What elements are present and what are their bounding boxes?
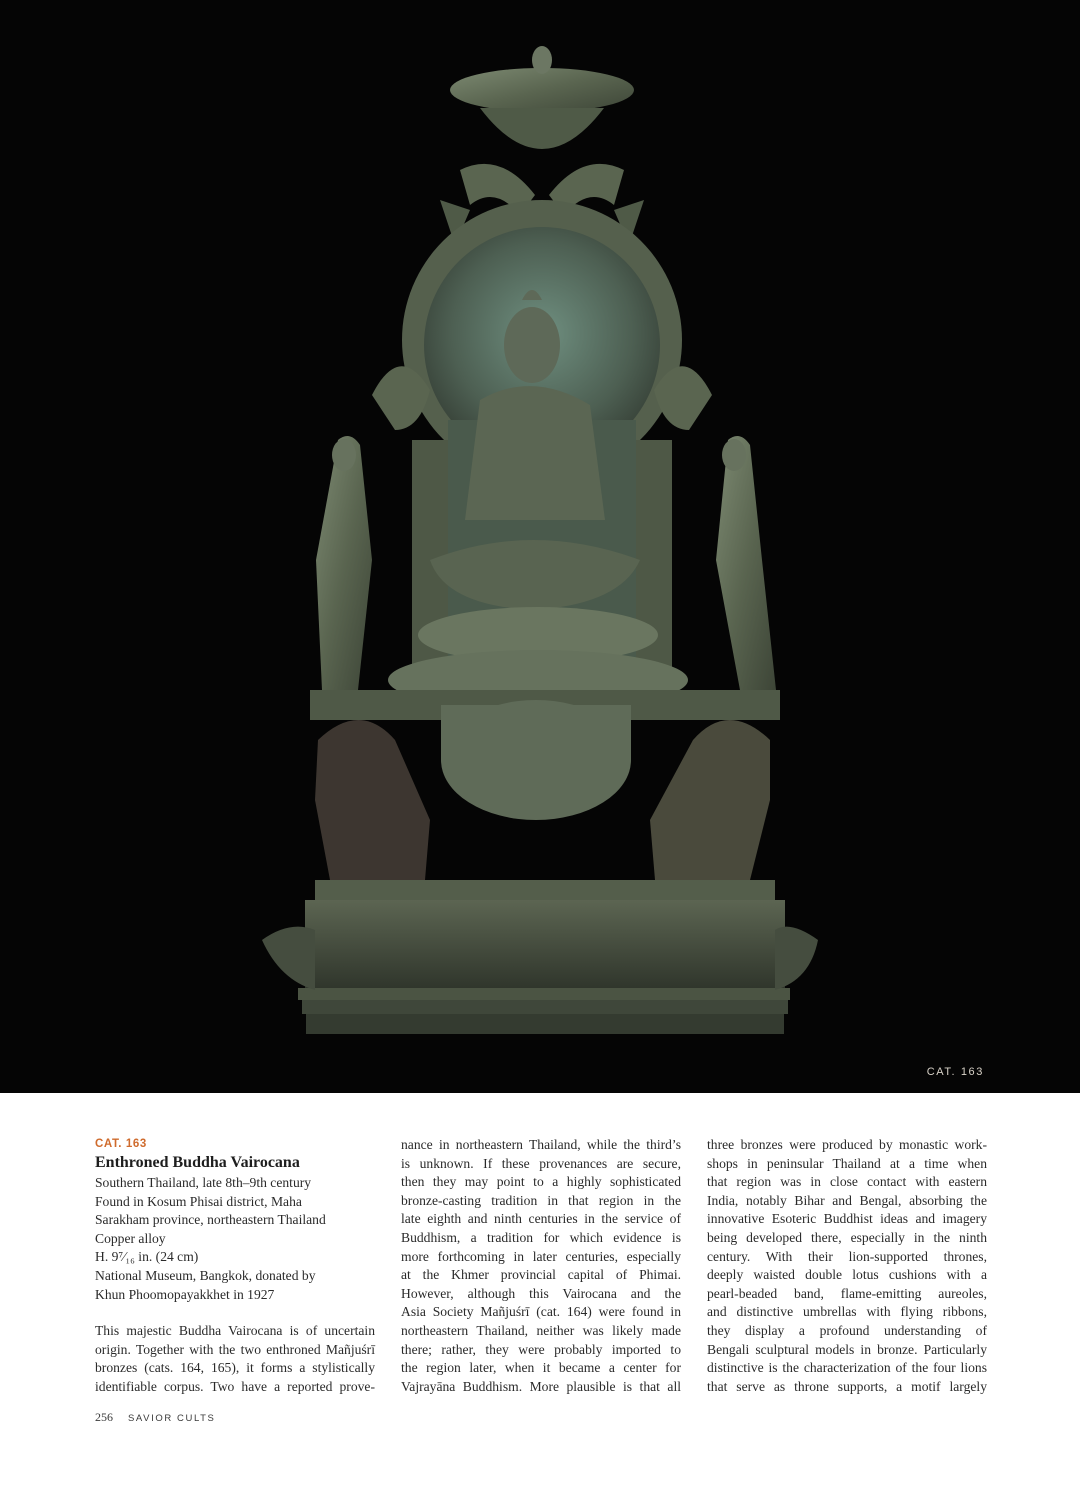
body-line: being developed there, especially in the ninth xyxy=(707,1229,987,1245)
body-line: However, although this Vairocana and the xyxy=(401,1285,681,1301)
body-line: century. With their lion-supported thrones, xyxy=(707,1248,987,1264)
page-number: 256 xyxy=(95,1410,113,1424)
meta-line: National Museum, Bangkok, donated by xyxy=(95,1267,316,1283)
body-line: pearl-beaded band, flame-emitting aureoles, xyxy=(707,1285,987,1301)
body-line: innovative Esoteric Buddhist ideas and imagery xyxy=(707,1211,987,1227)
catalog-number: CAT. 163 xyxy=(95,1138,147,1150)
body-line: late eighth and ninth centuries in the service of xyxy=(401,1211,681,1227)
body-line: that serve as throne supports, a motif largely xyxy=(707,1378,987,1394)
body-line: Buddhism, a tradition for which evidence is xyxy=(401,1229,681,1245)
page-footer xyxy=(95,1410,215,1425)
body-line: is unknown. If these provenances are secure, xyxy=(401,1155,681,1171)
meta-line: Found in Kosum Phisai district, Maha xyxy=(95,1193,302,1209)
body-line: This majestic Buddha Vairocana is of uncertain xyxy=(95,1323,375,1339)
body-line: northeastern Thailand, neither was likely made xyxy=(401,1322,681,1338)
body-line: origin. Together with the two enthroned Mañjuśrī xyxy=(95,1341,375,1357)
meta-line: H. 9⁷⁄₁₆ in. (24 cm) xyxy=(95,1249,199,1265)
body-line: the region later, when it became a center for xyxy=(401,1360,681,1376)
body-paragraph xyxy=(95,1322,375,1396)
body-line: Vajrayāna Buddhism. More plausible is that all xyxy=(401,1378,681,1394)
body-line: nance in northeastern Thailand, while the third’s xyxy=(401,1137,681,1152)
photo-caption: CAT. 163 xyxy=(926,1066,984,1078)
column-3 xyxy=(707,1136,987,1396)
body-line: more forthcoming in later centuries, especially xyxy=(401,1248,681,1264)
meta-line: Khun Phoomopayakkhet in 1927 xyxy=(95,1286,275,1302)
column-2 xyxy=(401,1136,681,1396)
body-line: Bengali sculptural models in bronze. Particularly xyxy=(707,1341,987,1357)
entry-metadata xyxy=(95,1174,375,1304)
column-1 xyxy=(95,1136,375,1397)
body-line: bronzes (cats. 164, 165), it forms a stylistically xyxy=(95,1360,375,1376)
body-line: shops in peninsular Thailand at a time when xyxy=(707,1155,987,1171)
body-line: three bronzes were produced by monastic work- xyxy=(707,1137,987,1152)
body-line: bronze-casting tradition in that region in the xyxy=(401,1192,681,1208)
body-line: Asia Society Mañjuśrī (cat. 164) were found in xyxy=(401,1304,681,1320)
meta-line: Copper alloy xyxy=(95,1230,166,1246)
body-line: identifiable corpus. Two have a reported prove- xyxy=(95,1378,375,1394)
section-title: SAVIOR CULTS xyxy=(128,1413,216,1424)
meta-line: Southern Thailand, late 8th–9th century xyxy=(95,1175,312,1190)
body-line: distinctive is the characterization of the four lions xyxy=(707,1360,987,1376)
body-line: at the Khmer provincial capital of Phimai. xyxy=(401,1267,681,1283)
body-line: India, notably Bihar and Bengal, absorbing the xyxy=(707,1192,987,1208)
meta-line: Sarakham province, northeastern Thailand xyxy=(95,1212,326,1228)
entry-title: Enthroned Buddha Vairocana xyxy=(95,1154,300,1171)
body-line: that region was in close contact with eastern xyxy=(707,1174,987,1190)
body-line: and distinctive umbrellas with flying ribbons, xyxy=(707,1304,987,1320)
body-line: they display a profound understanding of xyxy=(707,1322,987,1338)
body-line: then they may point to a highly sophisticated xyxy=(401,1174,681,1190)
body-line: deeply waisted double lotus cushions with a xyxy=(707,1267,987,1283)
body-line: there; rather, they were probably imported to xyxy=(401,1341,681,1357)
